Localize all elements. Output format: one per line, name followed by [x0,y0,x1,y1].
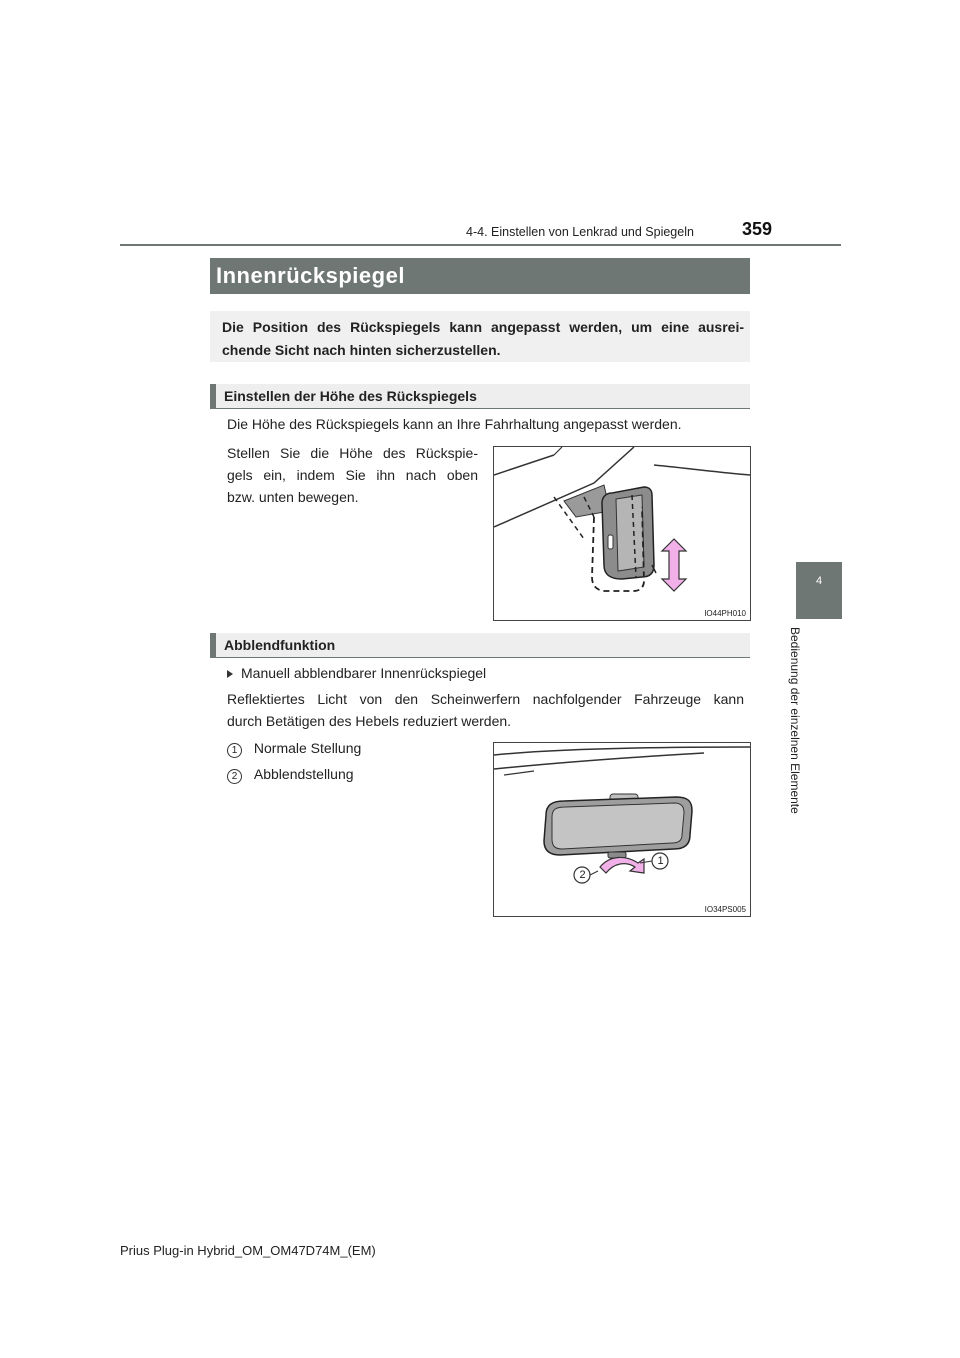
bullet-label: Manuell abblendbarer Innenrückspiegel [241,665,487,681]
figure-callout-1: 1 [657,855,664,867]
subsection-heading-height [210,384,750,409]
subsection-heading-label: Einstellen der Höhe des Rückspiegels [224,388,477,404]
chapter-side-label: Bedienung der einzelnen Elemente [788,627,802,814]
chapter-tab [796,562,842,619]
dimming-paragraph-line-2: durch Betätigen des Hebels reduziert werden. [227,713,512,729]
intro-line-1: Die Position des Rückspiegels kann angepasst werden, um eine ausrei- [222,319,744,335]
subsection-heading-label: Abblendfunktion [224,637,336,653]
dimming-paragraph-line-1: Reflektiertes Licht von den Scheinwerfern nachfolgender Fahrzeuge kann [227,691,744,707]
list-item-label: Normale Stellung [253,740,362,756]
figure-code-dimming: IO34PS005 [704,905,746,914]
dimming-item-list [227,738,477,790]
chapter-number: 4 [815,575,823,587]
mirror-dimming-figure [493,742,751,917]
height-instruction [227,442,478,508]
list-item-label: Abblendstellung [253,766,354,782]
heading-marker [210,633,216,657]
page-title: Innenrückspiegel [216,263,405,288]
intro-text [222,316,744,362]
mirror-height-illustration [494,447,750,620]
section-title: 4-4. Einstellen von Lenkrad und Spiegeln [466,225,694,239]
triangle-bullet-icon [227,670,233,678]
intro-line-2: chende Sicht nach hinten sicherzustellen. [222,342,501,358]
subsection-heading-dimming [210,633,750,658]
footer-document-id: Prius Plug-in Hybrid_OM_OM47D74M_(EM) [120,1243,376,1258]
instruction-line-2: gels ein, indem Sie ihn nach oben [227,467,478,483]
figure-callout-2: 2 [579,869,586,881]
mirror-height-figure [493,446,751,621]
dimming-paragraph [227,688,744,732]
page-number: 359 [742,219,773,239]
list-item [227,738,477,764]
callout-number: 2 [227,769,242,784]
callout-number: 1 [227,743,242,758]
heading-marker [210,384,216,408]
figure-code-height: IO44PH010 [704,609,746,618]
list-item [227,764,477,790]
header-rule [120,244,841,246]
instruction-line-3: bzw. unten bewegen. [227,489,359,505]
mirror-dimming-illustration [494,743,750,916]
instruction-line-1: Stellen Sie die Höhe des Rückspie- [227,445,478,461]
dimming-bullet [227,663,750,684]
height-paragraph: Die Höhe des Rückspiegels kann an Ihre Fahrhaltung angepasst werden. [227,416,682,432]
